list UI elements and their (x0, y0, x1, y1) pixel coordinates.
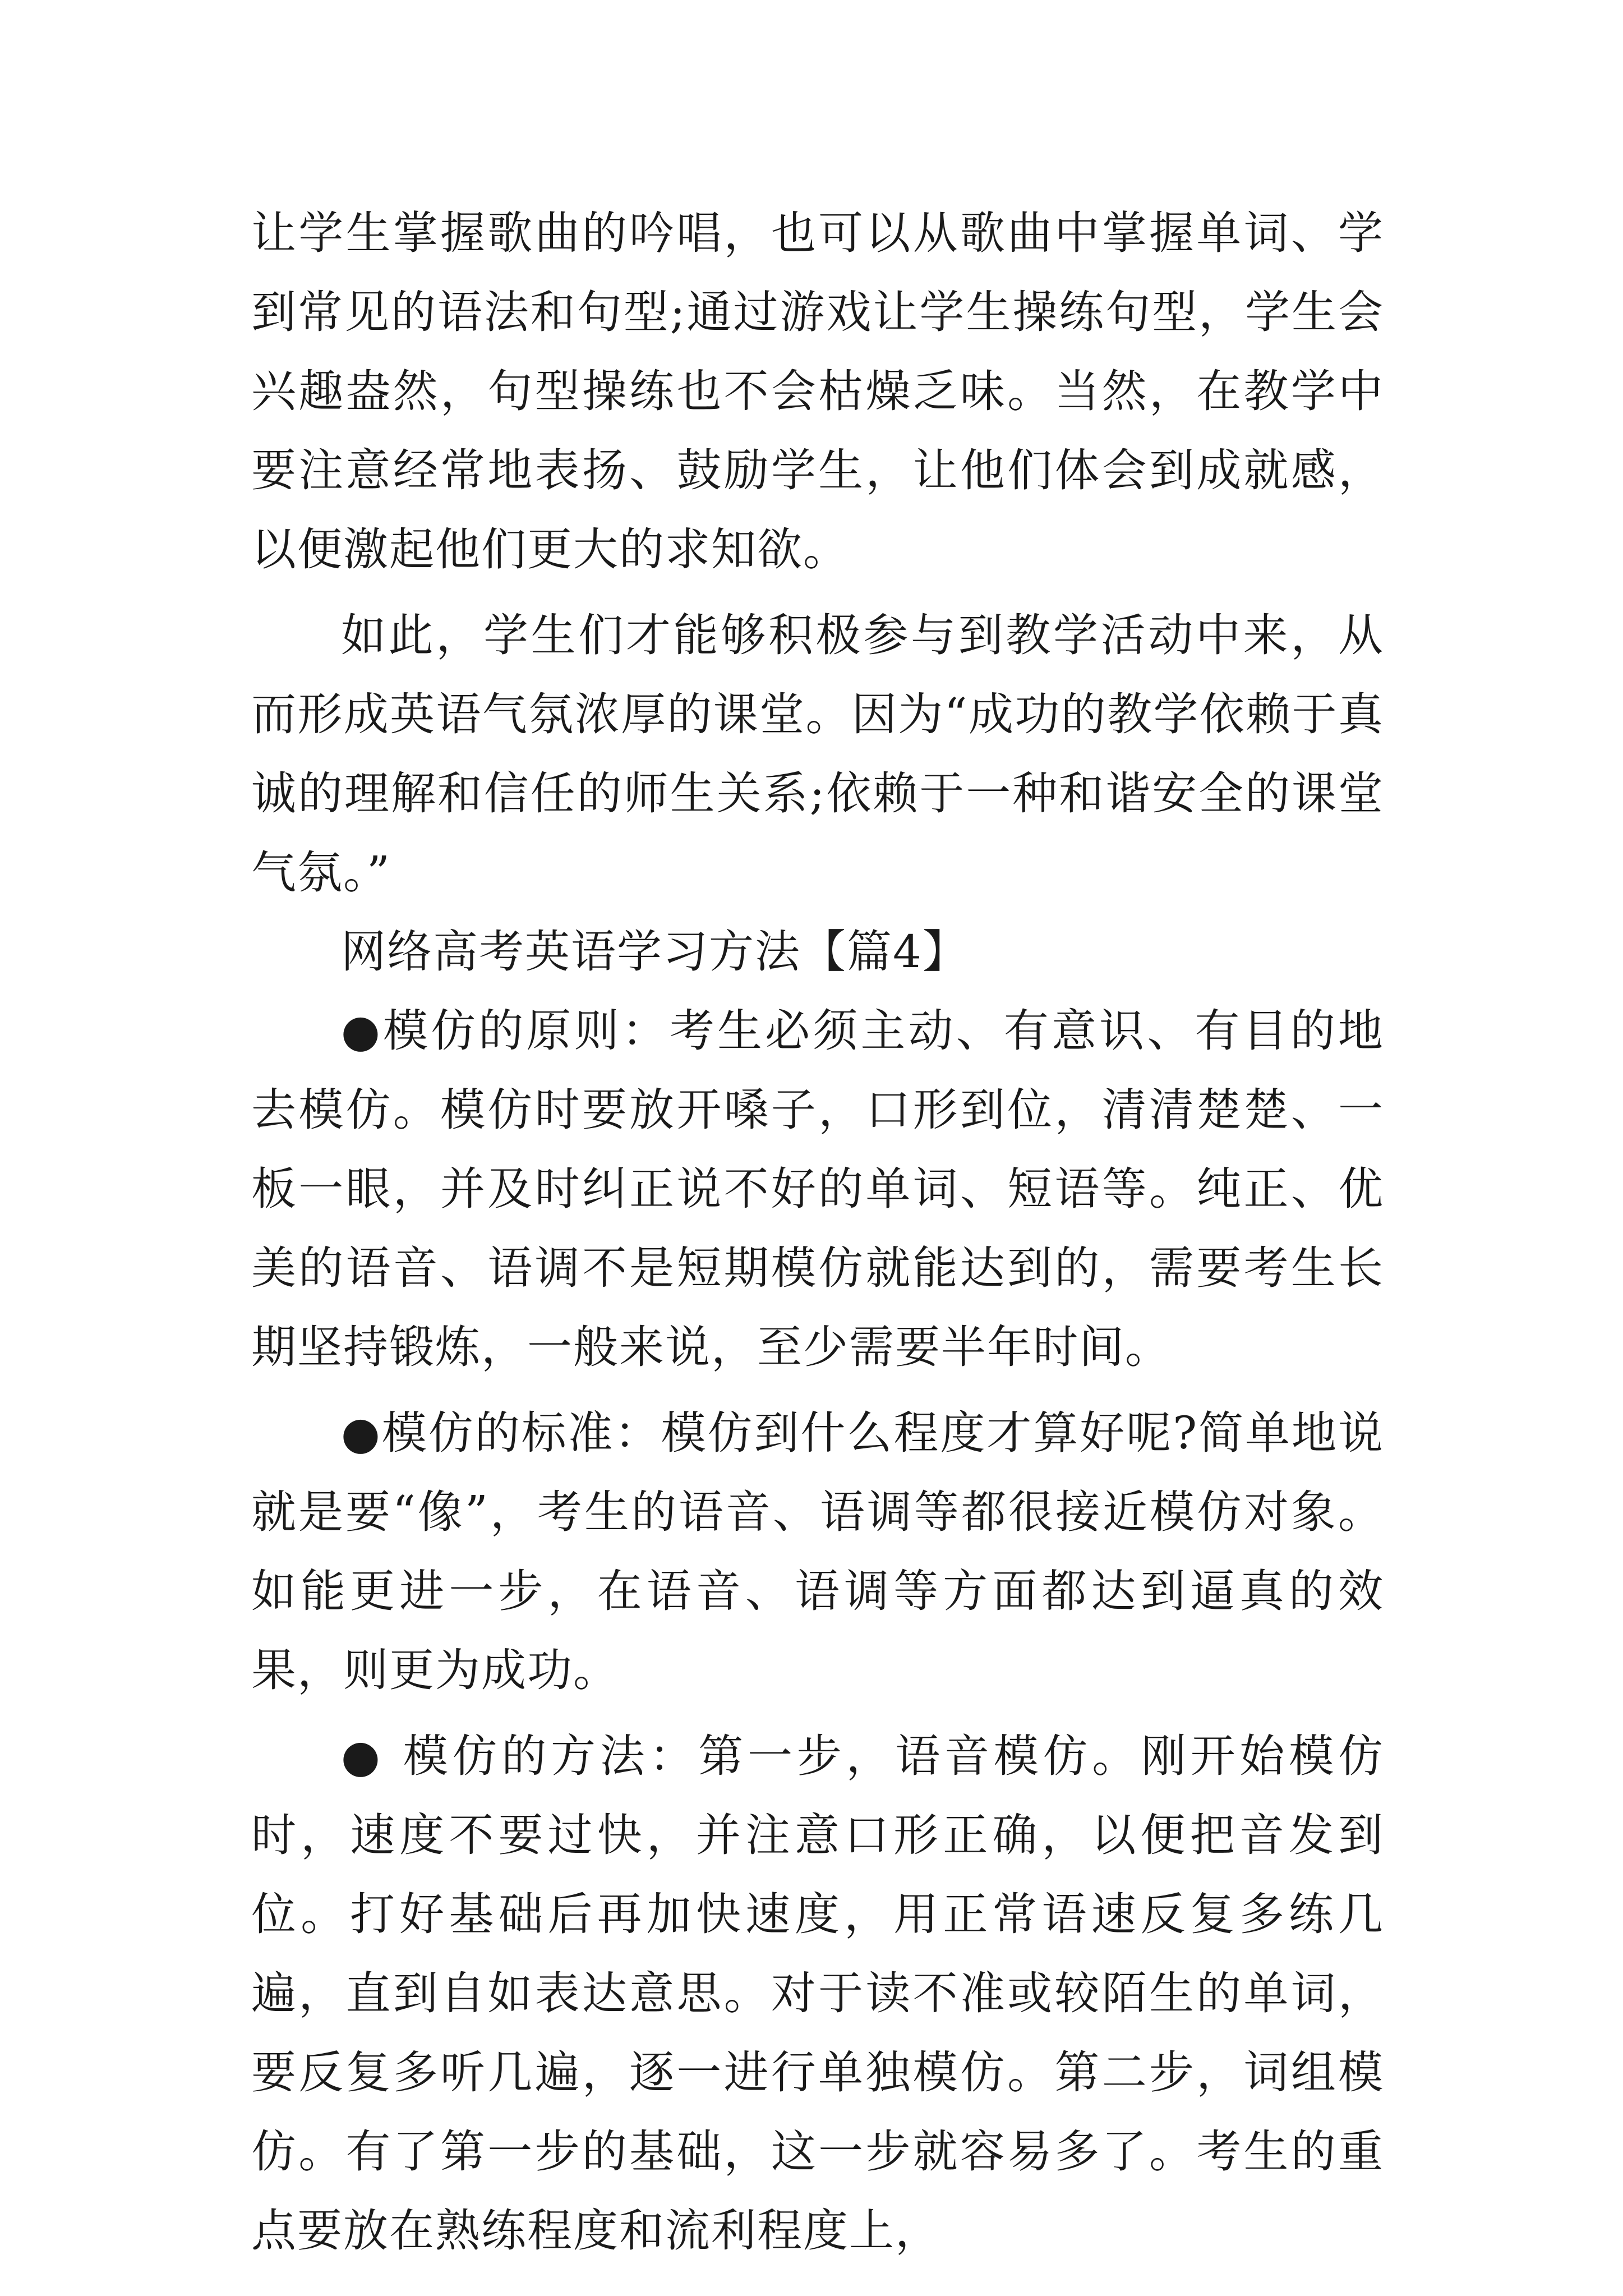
section-heading: 网络高考英语学习方法【篇4】 (341, 926, 969, 978)
document-body (251, 194, 1384, 2270)
paragraph-imitation-principle: ●模仿的原则：考生必须主动、有意识、有目的地去模仿。模仿时要放开嗓子，口形到位，清清楚楚、一板一眼，并及时纠正说不好的单词、短语等。纯正、优美的语音、语调不是短期模仿就能达到的，需要考生长期坚持锻炼，一般来说，至少需要半年时间。 (251, 1005, 1384, 1373)
paragraph-1: 让学生掌握歌曲的吟唱，也可以从歌曲中掌握单词、学到常见的语法和句型;通过游戏让学生操练句型，学生会兴趣盎然，句型操练也不会枯燥乏味。当然，在教学中要注意经常地表扬、鼓励学生，让他们体会到成就感，以便激起他们更大的求知欲。 (251, 207, 1384, 576)
paragraph-imitation-method: ● 模仿的方法：第一步，语音模仿。刚开始模仿时，速度不要过快，并注意口形正确，以便把音发到位。打好基础后再加快速度，用正常语速反复多练几遍，直到自如表达意思。对于读不准或较陌生的单词，要反复多听几遍，逐一进行单独模仿。第二步，词组模仿。有了第一步的基础，这一步就容易多了。考生的重点要放在熟练程度和流利程度上， (251, 1730, 1384, 2257)
paragraph-2: 如此，学生们才能够积极参与到教学活动中来，从而形成英语气氛浓厚的课堂。因为“成功的教学依赖于真诚的理解和信任的师生关系;依赖于一种和谐安全的课堂气氛。” (251, 609, 1384, 899)
paragraph-imitation-standard: ●模仿的标准：模仿到什么程度才算好呢?简单地说就是要“像”，考生的语音、语调等都很接近模仿对象。如能更进一步，在语音、语调等方面都达到逼真的效果，则更为成功。 (251, 1407, 1384, 1696)
